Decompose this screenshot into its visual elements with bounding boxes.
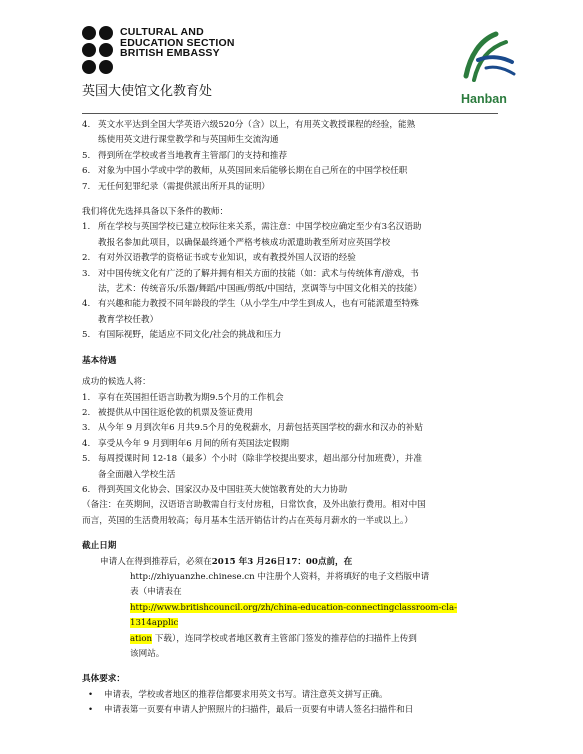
list-item: 2. 有对外汉语教学的资格证书或专业知识，或有教授外国人汉语的经验	[82, 253, 356, 264]
page-header	[0, 0, 583, 112]
organisation-chinese-title: 英国大使馆文化教育处	[82, 84, 213, 99]
benefits-intro: 成功的候选人将：	[82, 377, 151, 388]
bullet-icon: •	[88, 689, 94, 700]
deadline-text: 申请人在得到推荐后，必须在2015 年3 月26日17：00点前，在	[100, 556, 353, 567]
header-divider	[82, 113, 498, 114]
british-council-dots-logo	[82, 26, 116, 80]
list-item: 5. 每周授课时间 12-18（最多）个小时（除非学校提出要求，超出部分付加班费），并准 备全面融入学校生活	[82, 454, 422, 480]
registration-link[interactable]: http://zhiyuanzhe.chinese.cn	[130, 571, 255, 582]
hanban-logo-icon	[456, 26, 520, 90]
list-item: 7. 无任何犯罪纪录（需提供派出所开具的证明）	[82, 181, 270, 192]
list-item: 1. 所在学校与英国学校已建立校际往来关系，需注意：中国学校应确定至少有3名汉语助 教报名参加此项目，以确保最终通个严格考核成功派遣助教至所对应英国学校	[82, 222, 422, 248]
list-item: 3. 对中国传统文化有广泛的了解并拥有相关方面的技能（如：武术与传统体育/游戏，书 法，艺术：传统音乐/乐器/舞蹈/中国画/剪纸/中国结，烹调等与中国文化相关的技能）	[82, 268, 422, 295]
list-item: 5. 有国际视野，能适应不同文化/社会的挑战和压力	[82, 330, 282, 341]
list-item: 5. 得到所在学校或者当地教育主管部门的支持和推荐	[82, 150, 288, 161]
list-item: 6. 得到英国文化协会、国家汉办及中国驻英大使馆教育处的大力协助	[82, 484, 348, 495]
benefits-note: （备注：在英期间，汉语语言助教需自行支付房租，日常饮食，及外出旅行费用。相对中国 而言，英国的生活费用较高；每月基本生活开销估计约占在英每月薪水的一半或以上。）	[82, 500, 426, 526]
list-item: 1. 享有在英国担任语言助教为期9.5个月的工作机会	[82, 392, 284, 403]
hanban-wordmark: Hanban	[461, 92, 507, 106]
application-form-link-cont[interactable]: ation	[130, 633, 153, 644]
document-body	[82, 118, 502, 719]
deadline-text-cont: http://zhiyuanzhe.chinese.cn 中注册个人资料，并将填好的电子文档版申请 表（申请表在 http://www.britishcouncil.org/zh/china-education-connectingclassroom-cla-1314applic ation 下载），连同学校或者地区教育主管部门签发的推荐信的扫描件上传到 该网站。	[130, 571, 457, 659]
list-item: 4. 享受从今年 9 月到明年6 月间的所有英国法定假期	[82, 438, 290, 449]
bullet-item: • 申请表第一页要有申请人护照照片的扫描件，最后一页要有申请人签名扫描件和日	[82, 703, 502, 718]
list-item: 4. 英文水平达到全国大学英语六级520分（含）以上，有用英文教授课程的经验，能熟 练使用英文进行课堂教学和与英国师生交流沟通	[82, 120, 416, 146]
bullet-item: • 申请表，学校或者地区的推荐信都要求用英文书写。请注意英文拼写正确。	[82, 688, 502, 703]
application-form-link[interactable]: http://www.britishcouncil.org/zh/china-education-connectingclassroom-cla-1314applic	[130, 602, 457, 629]
preferred-intro: 我们将优先选择具备以下条件的教师：	[82, 207, 229, 218]
organisation-name: CULTURAL AND EDUCATION SECTION BRITISH EMBASSY	[120, 26, 235, 59]
list-item: 4. 有兴趣和能力教授不同年龄段的学生（从小学生/中学生到成人，也有可能派遣至特殊 教育学校任教）	[82, 299, 419, 325]
list-item: 3. 从今年 9 月到次年6 月共9.5个月的免税薪水，月薪包括英国学校的薪水和汉办的补贴	[82, 423, 423, 434]
bullet-icon: •	[88, 705, 94, 716]
list-item: 6. 对象为中国小学或中学的教师，从英国回来后能够长期在自己所在的中国学校任职	[82, 166, 408, 177]
deadline-heading: 截止日期	[82, 541, 117, 552]
specific-heading: 具体要求：	[82, 674, 125, 685]
benefits-heading: 基本待遇	[82, 355, 117, 366]
list-item: 2. 被提供从中国往返伦敦的机票及签证费用	[82, 407, 253, 418]
